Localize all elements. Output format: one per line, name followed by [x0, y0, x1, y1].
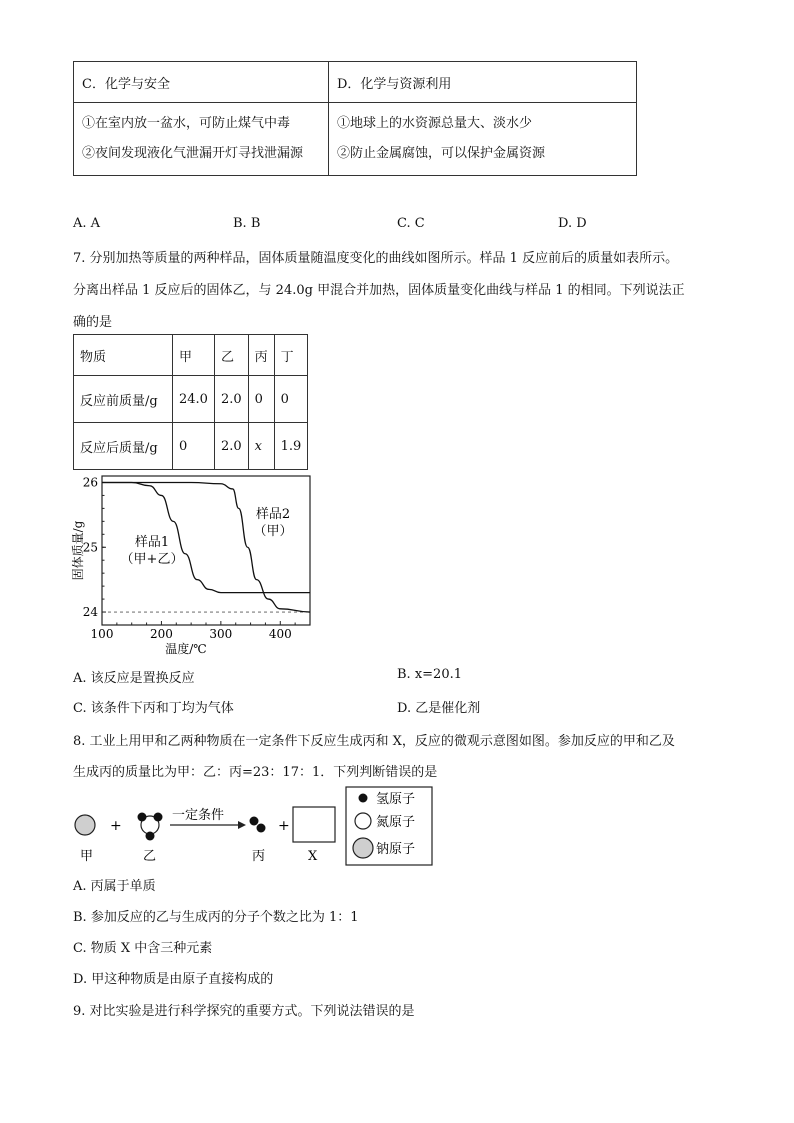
- series-label-1: 样品1: [134, 535, 170, 550]
- q6-option-d: D. D: [558, 216, 587, 231]
- q7-option-a: A. 该反应是置换反应: [73, 671, 195, 686]
- q8-line-1: 8. 工业上用甲和乙两种物质在一定条件下反应生成丙和 X，反应的微观示意图如图。参加反应的甲和乙及: [73, 734, 675, 749]
- x-tick-label: 200: [149, 627, 173, 641]
- q7-th-substance: 物质: [74, 335, 173, 376]
- y-tick-label: 26: [82, 475, 98, 490]
- q7-th-yi: 乙: [214, 335, 248, 376]
- legend-hydrogen-icon: [359, 794, 368, 803]
- q6-option-c: C. C: [397, 216, 425, 231]
- label-jia: 甲: [80, 849, 94, 864]
- legend-sodium-icon: [353, 838, 373, 858]
- q7-option-c: C. 该条件下丙和丁均为气体: [73, 701, 234, 716]
- c-item-2: ②夜间发现液化气泄漏开灯寻找泄漏源: [82, 146, 304, 161]
- series-label-2: 样品2: [255, 507, 291, 522]
- x-tick-label: 100: [90, 627, 114, 641]
- q7-cell: 2.0: [214, 423, 248, 470]
- x-tick-label: 300: [209, 627, 233, 641]
- q7-line-2: 分离出样品 1 反应后的固体乙，与 24.0g 甲混合并加热，固体质量变化曲线与样品 1 的相同。下列说法正: [73, 283, 685, 298]
- q8-line-2: 生成丙的质量比为甲：乙：丙=23：17：1．下列判断错误的是: [73, 765, 438, 780]
- q7-cell: x: [248, 423, 274, 470]
- d-items: [329, 103, 637, 176]
- q6-option-a: A. A: [73, 216, 101, 231]
- c-item-1: ①在室内放一盆水，可防止煤气中毒: [82, 116, 291, 131]
- q7-line-1: 7. 分别加热等质量的两种样品，固体质量随温度变化的曲线如图所示。样品 1 反应前后的质量如表所示。: [73, 251, 679, 266]
- x-tick-label: 400: [268, 627, 292, 641]
- q9-line: 9. 对比实验是进行科学探究的重要方式。下列说法错误的是: [73, 1004, 415, 1019]
- legend-nitrogen: 氮原子: [376, 815, 416, 830]
- q6-option-b: B. B: [233, 216, 261, 231]
- plus-sign: +: [110, 818, 122, 834]
- q7-cell: 0: [248, 376, 274, 423]
- q7-row-after-label: 反应后质量/g: [74, 423, 173, 470]
- unknown-x-box: [293, 807, 335, 842]
- plot-frame: [102, 476, 310, 625]
- c-items: [74, 103, 329, 176]
- q7-cell: 0: [274, 376, 308, 423]
- reaction-condition: 一定条件: [172, 808, 225, 823]
- d-item-1: ①地球上的水资源总量大、淡水少: [337, 116, 533, 131]
- d-header: D．化学与资源利用: [329, 62, 637, 103]
- q7-row-before-label: 反应前质量/g: [74, 376, 173, 423]
- legend-nitrogen-icon: [355, 813, 371, 829]
- q7-option-b: B. x=20.1: [397, 667, 462, 682]
- reaction-diagram: [70, 785, 440, 867]
- q7-th-jia: 甲: [173, 335, 215, 376]
- label-bing: 丙: [252, 849, 266, 864]
- q7-cell: 24.0: [173, 376, 215, 423]
- arrow-head: [238, 821, 246, 829]
- top-table: [73, 61, 637, 176]
- y-axis-label: 固体质量/g: [71, 520, 85, 581]
- x-axis-label: 温度/℃: [165, 642, 207, 656]
- plus-sign: +: [278, 818, 290, 834]
- q8-option-a: A. 丙属于单质: [73, 879, 156, 894]
- y-tick-label: 25: [82, 540, 98, 555]
- q7-cell: 0: [173, 423, 215, 470]
- legend-sodium: 钠原子: [376, 842, 416, 857]
- q7-line-3: 确的是: [73, 315, 113, 330]
- q8-option-c: C. 物质 X 中含三种元素: [73, 941, 213, 956]
- legend-hydrogen: 氢原子: [376, 792, 416, 807]
- ammonia-molecule: [138, 813, 163, 841]
- q8-option-d: D. 甲这种物质是由原子直接构成的: [73, 972, 274, 987]
- mass-temperature-chart: [70, 470, 320, 660]
- d-item-2: ②防止金属腐蚀，可以保护金属资源: [337, 146, 546, 161]
- label-yi: 乙: [143, 849, 157, 864]
- label-x: X: [308, 849, 318, 864]
- series-sublabel-2: （甲）: [253, 524, 293, 539]
- sodium-atom: [75, 815, 95, 835]
- hydrogen-molecule: [250, 817, 266, 833]
- series-sublabel-1: （甲+乙）: [120, 552, 184, 567]
- c-header: C．化学与安全: [74, 62, 329, 103]
- y-tick-label: 24: [82, 605, 98, 620]
- q7-table: [73, 334, 308, 470]
- q7-th-bing: 丙: [248, 335, 274, 376]
- q8-option-b: B. 参加反应的乙与生成丙的分子个数之比为 1：1: [73, 910, 359, 925]
- q7-option-d: D. 乙是催化剂: [397, 701, 481, 716]
- q7-cell: 1.9: [274, 423, 308, 470]
- q7-th-ding: 丁: [274, 335, 308, 376]
- q7-cell: 2.0: [214, 376, 248, 423]
